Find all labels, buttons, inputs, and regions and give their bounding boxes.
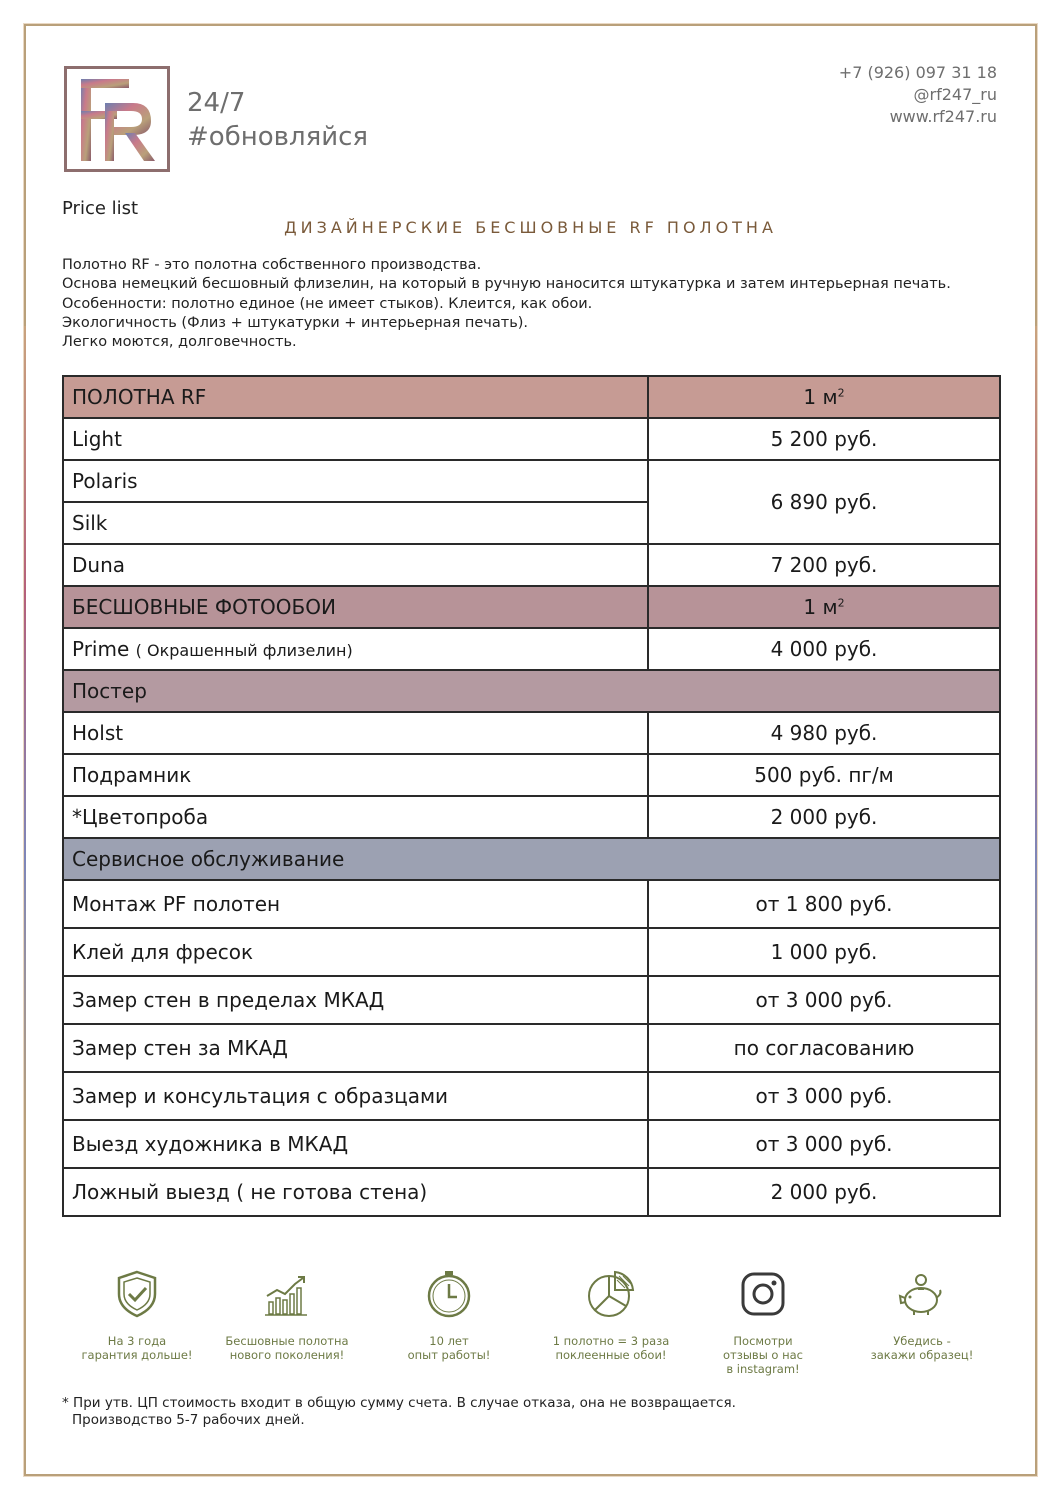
footnote-line: * При утв. ЦП стоимость входит в общую сумму счета. В случае отказа, она не возвращается. [62,1395,736,1411]
intro-line: Основа немецкий бесшовный флизелин, на который в ручную наносится штукатурка и затем интерьерная печать. [62,276,951,293]
feature-text: поклеенные обои! [555,1348,667,1362]
growth-chart-icon [261,1268,313,1320]
table-row [63,544,1000,586]
feature-experience [374,1268,524,1362]
rf-logo-icon [67,69,167,169]
table-row [63,796,1000,838]
section-header-rf [63,376,1000,418]
section-title: Постер [63,670,1000,712]
unit-text: 1 м [803,595,838,619]
feature-text: Бесшовные полотна [225,1334,349,1348]
item-name: Подрамник [63,754,648,796]
item-price: 500 руб. пг/м [648,754,1000,796]
unit-sup: 2 [837,386,845,400]
contacts-block [839,62,997,128]
item-name: Монтаж PF полотен [63,880,648,928]
feature-instagram [688,1268,838,1376]
feature-text: На 3 года [107,1334,167,1348]
table-row [63,1072,1000,1120]
intro-text [62,256,951,352]
feature-text: 1 полотно = 3 раза [552,1334,670,1348]
unit-text: 1 м [803,385,838,409]
item-price: от 3 000 руб. [648,1120,1000,1168]
unit-sup: 2 [837,596,845,610]
contact-phone: +7 (926) 097 31 18 [838,63,997,82]
section-header-poster [63,670,1000,712]
instagram-icon [737,1268,789,1320]
contact-instagram: @rf247_ru [913,85,997,104]
table-row [63,712,1000,754]
feature-sample [847,1268,997,1362]
item-price: 4 980 руб. [648,712,1000,754]
item-name: Выезд художника в МКАД [63,1120,648,1168]
item-name: Polaris [63,460,648,502]
price-list-label: Price list [62,198,139,219]
section-unit [648,376,1000,418]
page-subtitle: ДИЗАЙНЕРСКИЕ БЕСШОВНЫЕ RF ПОЛОТНА [284,218,777,237]
section-title: ПОЛОТНА RF [63,376,648,418]
footnote-line: Производство 5-7 рабочих дней. [72,1412,305,1428]
feature-text: нового поколения! [229,1348,345,1362]
feature-text: 10 лет [429,1334,469,1348]
feature-text: гарантия дольше! [81,1348,193,1362]
clock-icon [423,1268,475,1320]
table-row [63,754,1000,796]
feature-text: в instagram! [726,1362,800,1376]
item-name: Замер и консультация с образцами [63,1072,648,1120]
feature-new-generation [212,1268,362,1362]
intro-line: Полотно RF - это полотна собственного производства. [62,257,482,273]
section-header-service [63,838,1000,880]
table-row [63,976,1000,1024]
item-price: 4 000 руб. [648,628,1000,670]
item-price: 1 000 руб. [648,928,1000,976]
item-price: 7 200 руб. [648,544,1000,586]
brand-slogan [187,86,368,154]
item-price: 6 890 руб. [648,460,1000,544]
item-price: от 1 800 руб. [648,880,1000,928]
feature-warranty [62,1268,212,1362]
section-title: БЕСШОВНЫЕ ФОТООБОИ [63,586,648,628]
price-table [62,375,1001,1217]
feature-text: опыт работы! [407,1348,491,1362]
item-name: *Цветопроба [63,796,648,838]
table-row [63,880,1000,928]
item-price: от 3 000 руб. [648,1072,1000,1120]
item-name: Duna [63,544,648,586]
feature-three-times [536,1268,686,1362]
table-row [63,928,1000,976]
intro-line: Экологичность (Флиз + штукатурки + интерьерная печать). [62,314,529,331]
item-price: 2 000 руб. [648,1168,1000,1216]
feature-text: закажи образец! [870,1348,974,1362]
section-title: Сервисное обслуживание [63,838,1000,880]
table-row [63,1024,1000,1072]
section-header-photo [63,586,1000,628]
feature-text: отзывы о нас [722,1348,804,1362]
piggy-bank-icon [896,1268,948,1320]
item-name: Ложный выезд ( не готова стена) [63,1168,648,1216]
item-name: Silk [63,502,648,544]
shield-check-icon [111,1268,163,1320]
slogan-line-1: 24/7 [187,88,246,118]
contact-website: www.rf247.ru [889,107,997,126]
features-row [62,1268,999,1388]
intro-line: Легко моются, долговечность. [62,334,297,351]
item-name: Holst [63,712,648,754]
section-unit [648,586,1000,628]
item-name [63,628,648,670]
table-row [63,460,1000,502]
pie-chart-icon [585,1268,637,1320]
table-row [63,1120,1000,1168]
footnote [62,1395,736,1429]
feature-text: Посмотри [733,1334,793,1348]
item-name-text: Prime [72,637,130,661]
item-price: по согласованию [648,1024,1000,1072]
item-name: Замер стен за МКАД [63,1024,648,1072]
item-price: 5 200 руб. [648,418,1000,460]
feature-text: Убедись - [893,1334,951,1348]
item-price: 2 000 руб. [648,796,1000,838]
brand-logo [64,66,170,172]
table-row [63,1168,1000,1216]
table-row [63,628,1000,670]
slogan-line-2: #обновляйся [187,122,369,152]
item-name: Клей для фресок [63,928,648,976]
item-name: Light [63,418,648,460]
item-name: Замер стен в пределах МКАД [63,976,648,1024]
item-price: от 3 000 руб. [648,976,1000,1024]
table-row [63,418,1000,460]
item-note: ( Окрашенный флизелин) [135,641,353,660]
intro-line: Особенности: полотно единое (не имеет стыков). Клеится, как обои. [62,295,593,312]
